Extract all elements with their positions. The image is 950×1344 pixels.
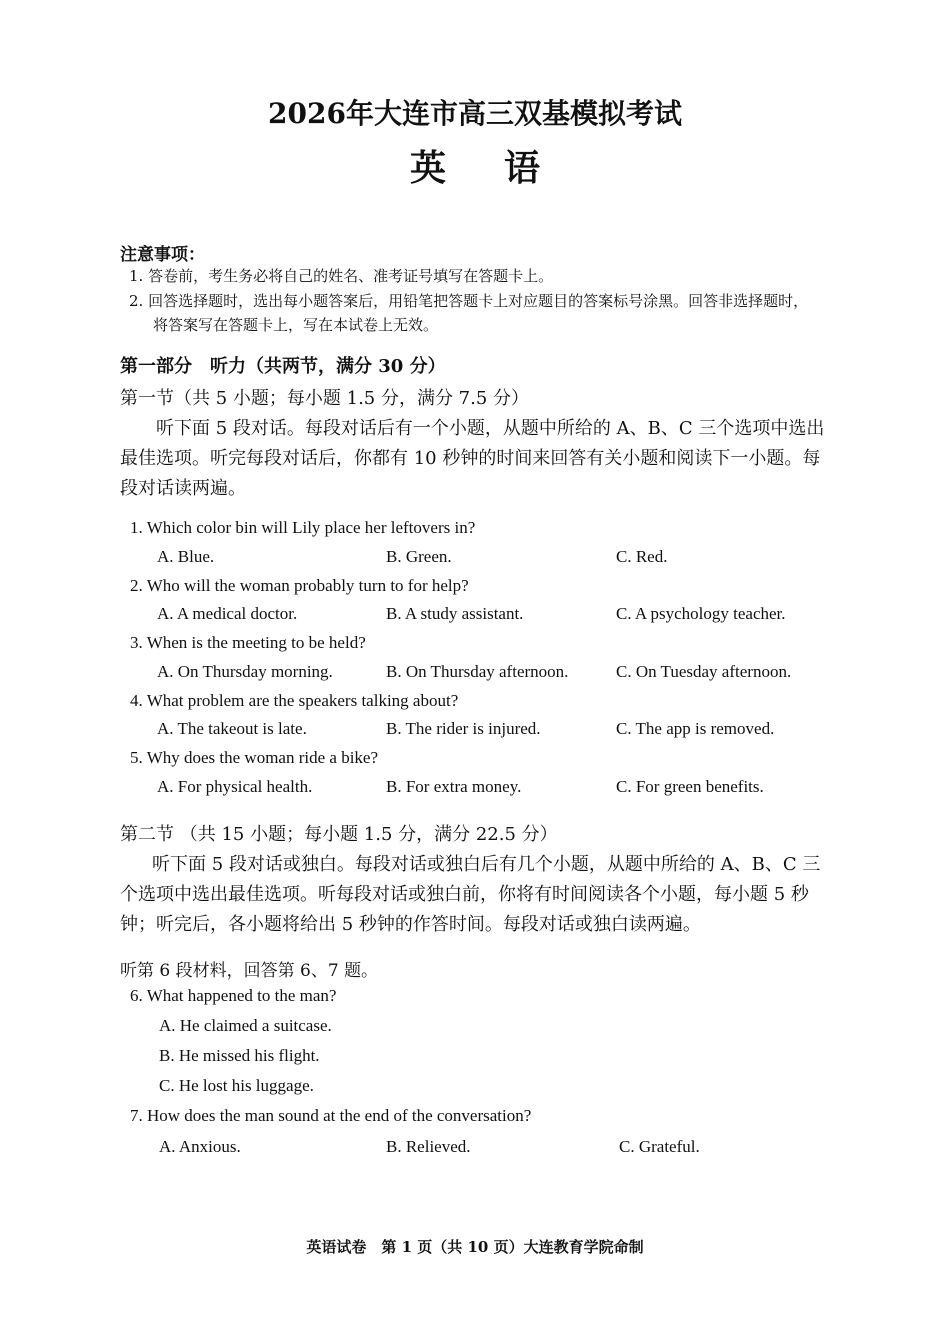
page-footer: 英语试卷 第 1 页（共 10 页）大连教育学院命制	[306, 1238, 644, 1256]
question-stem: 3. When is the meeting to be held?	[130, 633, 366, 652]
option-a: A. For physical health.	[157, 777, 313, 796]
option-a: A. A medical doctor.	[157, 604, 298, 623]
section2-heading: 第二节 （共 15 小题；每小题 1.5 分，满分 22.5 分）	[120, 824, 558, 845]
section2-instructions: 钟；听完后，各小题将给出 5 秒钟的作答时间。每段对话或独白读两遍。	[120, 914, 701, 935]
option-c: C. On Tuesday afternoon.	[616, 662, 792, 681]
option-a: A. He claimed a suitcase.	[159, 1016, 332, 1035]
question-stem: 1. Which color bin will Lily place her leftovers in?	[130, 518, 476, 537]
material-label: 听第 6 段材料，回答第 6、7 题。	[120, 961, 379, 981]
section1-instructions: 段对话读两遍。	[120, 478, 246, 499]
option-b: B. Green.	[386, 547, 452, 566]
option-c: C. The app is removed.	[616, 719, 775, 738]
section2-instructions: 个选项中选出最佳选项。听每段对话或独白前，你将有时间阅读各个小题，每小题 5 秒	[120, 884, 809, 905]
option-a: A. The takeout is late.	[157, 719, 307, 738]
subject-title: 英语	[409, 147, 598, 189]
section1-instructions: 最佳选项。听完每段对话后，你都有 10 秒钟的时间来回答有关小题和阅读下一小题。每	[120, 448, 821, 469]
option-c: C. Red.	[616, 547, 668, 566]
option-b: B. For extra money.	[386, 777, 522, 796]
section2-instructions: 听下面 5 段对话或独白。每段对话或独白后有几个小题，从题中所给的 A、B、C 三	[152, 854, 821, 875]
question-stem: 7. How does the man sound at the end of the conversation?	[130, 1106, 532, 1125]
question-stem: 5. Why does the woman ride a bike?	[130, 748, 379, 767]
option-c: C. For green benefits.	[616, 777, 764, 796]
part1-heading: 第一部分 听力（共两节，满分 30 分）	[120, 356, 446, 377]
option-b: B. The rider is injured.	[386, 719, 541, 738]
option-c: C. He lost his luggage.	[159, 1076, 314, 1095]
question-stem: 4. What problem are the speakers talking about?	[130, 691, 459, 710]
option-b: B. Relieved.	[386, 1137, 471, 1156]
note-item: 2. 回答选择题时，选出每小题答案后，用铅笔把答题卡上对应题目的答案标号涂黑。回答非选择题时，	[129, 292, 809, 310]
option-a: A. Blue.	[157, 547, 215, 566]
option-b: B. A study assistant.	[386, 604, 524, 623]
section1-instructions: 听下面 5 段对话。每段对话后有一个小题，从题中所给的 A、B、C 三个选项中选出	[156, 418, 825, 439]
notes-heading: 注意事项：	[120, 245, 205, 265]
exam-title: 2026年大连市高三双基模拟考试	[268, 97, 682, 130]
section1-heading: 第一节（共 5 小题；每小题 1.5 分，满分 7.5 分）	[120, 388, 530, 409]
option-b: B. He missed his flight.	[159, 1046, 320, 1065]
option-b: B. On Thursday afternoon.	[386, 662, 569, 681]
option-a: A. On Thursday morning.	[157, 662, 333, 681]
note-item: 1. 答卷前，考生务必将自己的姓名、准考证号填写在答题卡上。	[129, 267, 554, 285]
option-a: A. Anxious.	[159, 1137, 241, 1156]
question-stem: 6. What happened to the man?	[130, 986, 337, 1005]
option-c: C. A psychology teacher.	[616, 604, 786, 623]
option-c: C. Grateful.	[619, 1137, 700, 1156]
note-item: 将答案写在答题卡上，写在本试卷上无效。	[153, 316, 439, 334]
question-stem: 2. Who will the woman probably turn to for help?	[130, 576, 469, 595]
